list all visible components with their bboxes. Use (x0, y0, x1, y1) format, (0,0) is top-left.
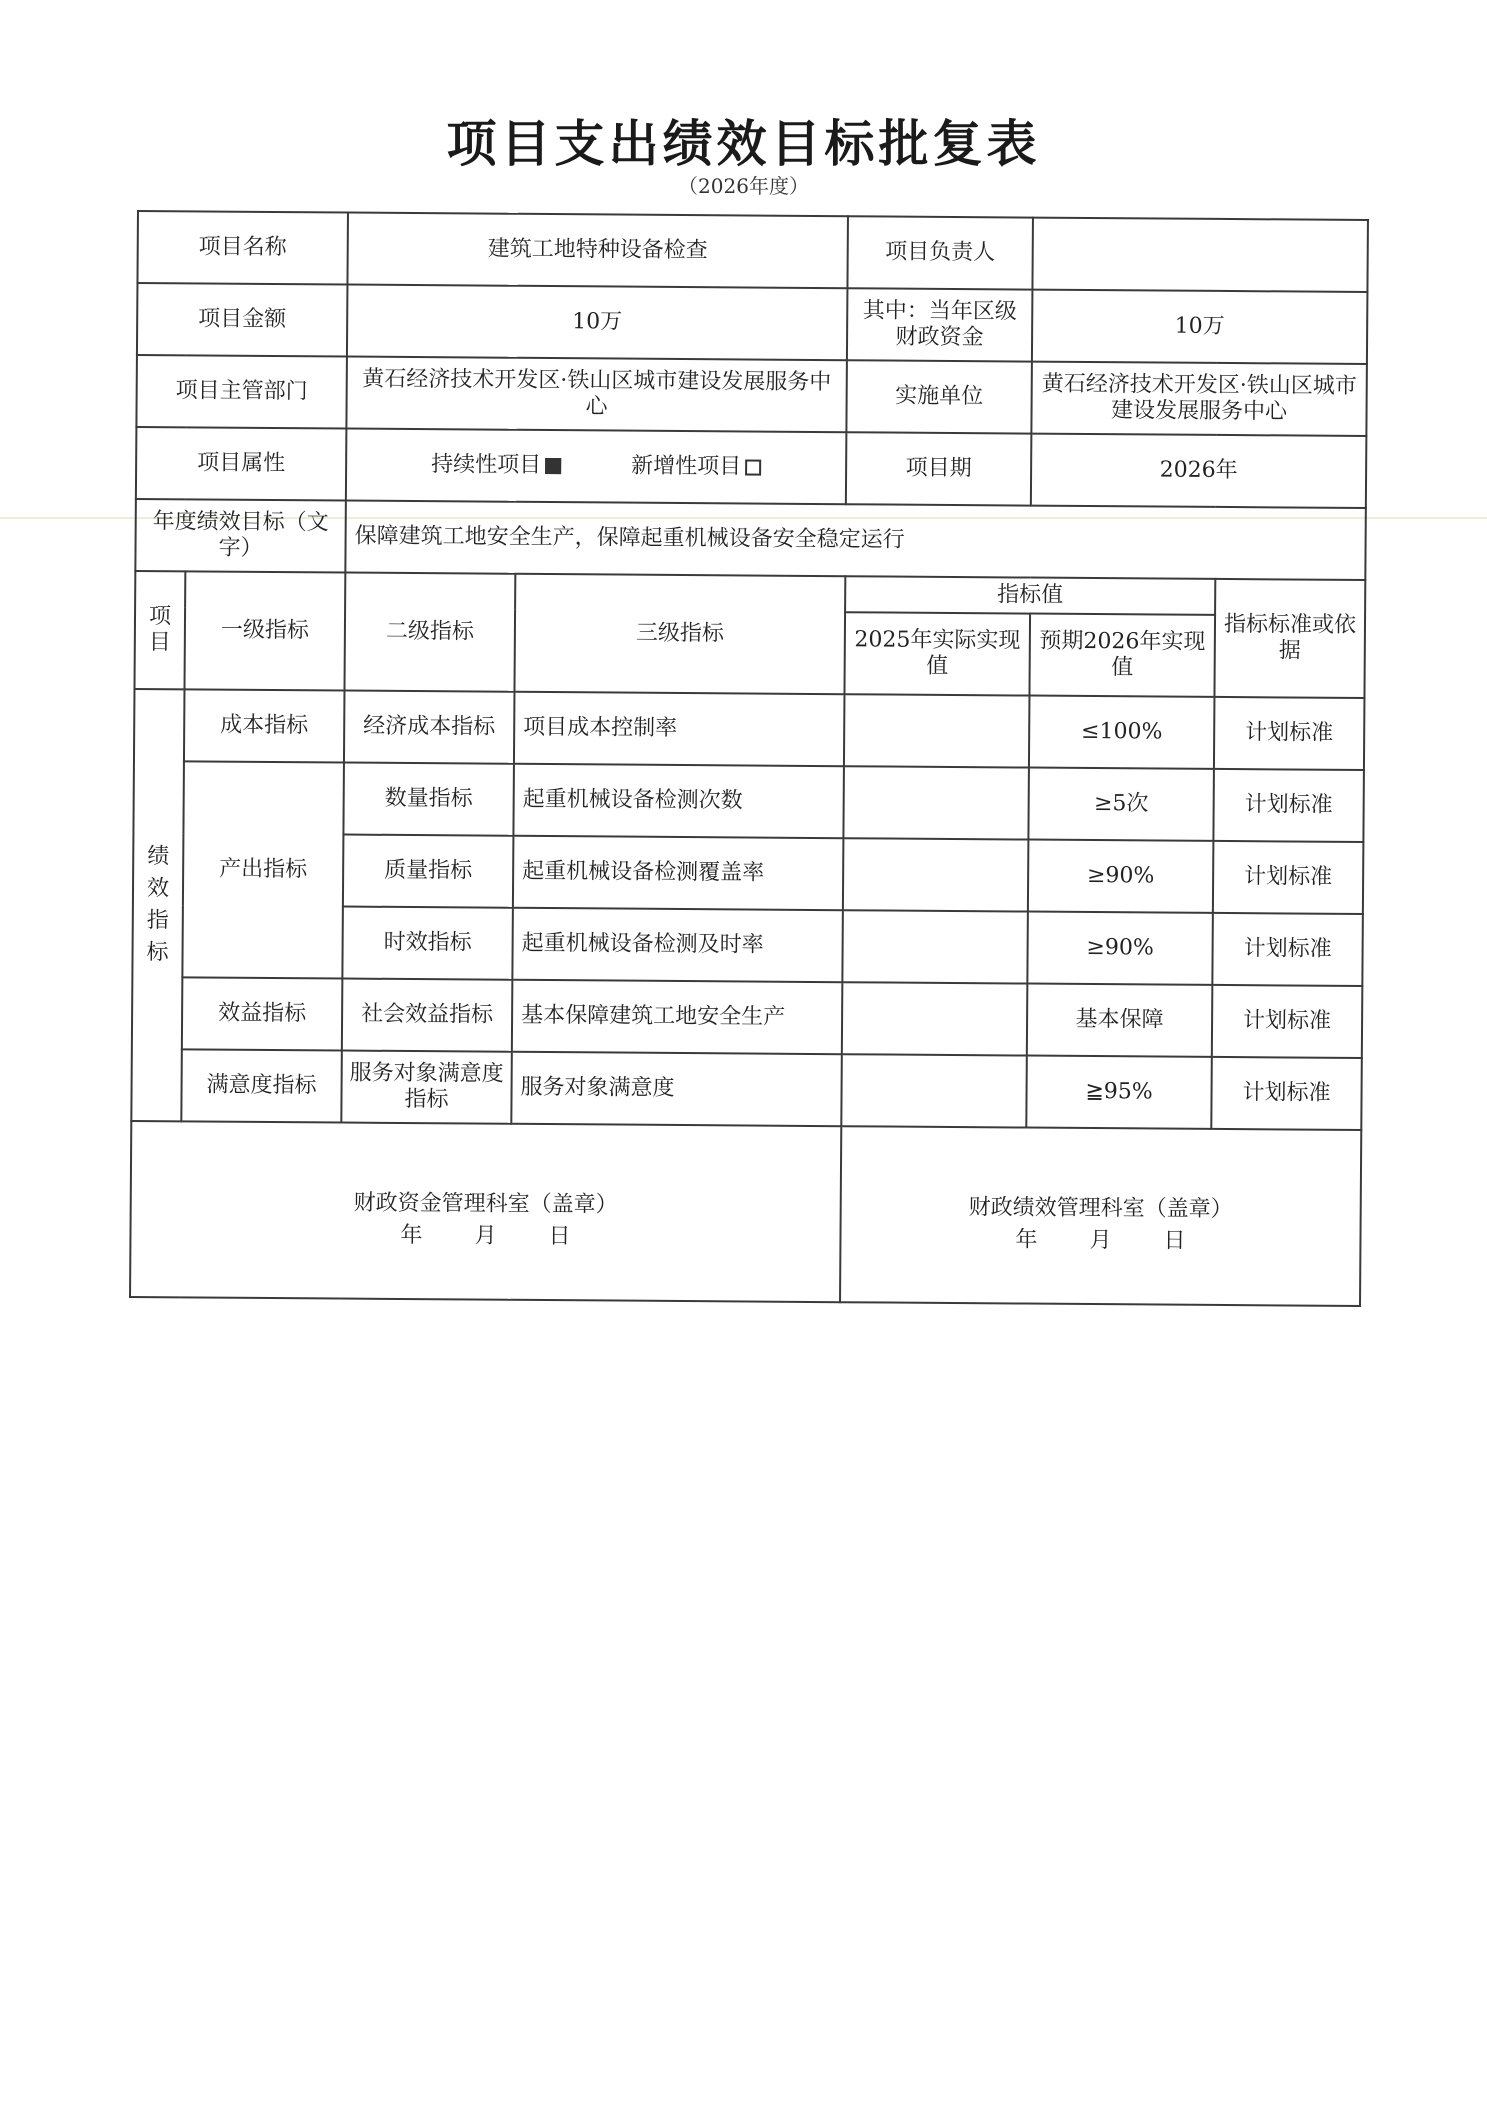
row-amount (137, 283, 1368, 364)
period-label: 项目期 (846, 432, 1032, 505)
indicator-standard: 计划标准 (1212, 913, 1363, 986)
row-attribute (136, 427, 1367, 508)
indicator-standard: 计划标准 (1213, 841, 1364, 914)
amount-label: 项目金额 (137, 283, 348, 357)
header-level1: 一级指标 (184, 571, 345, 690)
indicator-actual (843, 838, 1029, 911)
fiscal-label: 其中：当年区级财政资金 (847, 288, 1033, 361)
new-checkbox (745, 459, 761, 475)
goal-value: 保障建筑工地安全生产，保障起重机械设备安全稳定运行 (345, 501, 1366, 580)
indicator-expected: ≥5次 (1028, 768, 1214, 841)
right-date-month: 月 (1089, 1228, 1112, 1254)
project-name-label: 项目名称 (137, 211, 348, 285)
approval-table (129, 210, 1369, 1307)
indicator-level2: 社会效益指标 (342, 979, 513, 1052)
indicator-actual (842, 982, 1028, 1055)
page-title: 项目支出绩效目标批复表 (446, 114, 1041, 173)
indicator-actual (844, 694, 1030, 767)
attr-new-label: 新增性项目 (631, 453, 742, 480)
indicator-level2: 时效指标 (342, 907, 513, 980)
indicator-actual (842, 910, 1028, 983)
row-goal (135, 499, 1366, 580)
approval-form (129, 210, 1367, 1307)
indicator-standard: 计划标准 (1213, 769, 1364, 842)
left-date-month: 月 (474, 1223, 497, 1249)
indicator-level3: 基本保障建筑工地安全生产 (512, 980, 843, 1054)
attr-label: 项目属性 (136, 427, 347, 501)
right-signature-cell (840, 1126, 1361, 1306)
indicator-level2: 数量指标 (343, 763, 514, 836)
indicator-level3: 起重机械设备检测覆盖率 (513, 836, 844, 910)
indicator-level1: 满意度指标 (181, 1049, 342, 1122)
leader-label: 项目负责人 (847, 216, 1033, 289)
period-value: 2026年 (1031, 434, 1367, 508)
right-office-label: 财政绩效管理科室（盖章） (968, 1195, 1233, 1223)
indicator-expected: ≥90% (1027, 912, 1213, 985)
indicator-level2: 经济成本指标 (344, 691, 515, 764)
row-department (136, 355, 1367, 436)
left-signature-cell (130, 1121, 841, 1302)
goal-label: 年度绩效目标（文字） (135, 499, 346, 573)
dept-value: 黄石经济技术开发区·铁山区城市建设发展服务中心 (346, 357, 847, 433)
indicator-level3: 起重机械设备检测次数 (513, 764, 844, 838)
indicator-level2: 服务对象满意度指标 (341, 1051, 512, 1124)
indicator-standard: 计划标准 (1212, 985, 1363, 1058)
indicator-level3: 起重机械设备检测及时率 (512, 908, 843, 982)
perf-label: 绩效指标 (146, 844, 170, 966)
indicator-row (132, 977, 1363, 1058)
fiscal-value: 10万 (1032, 290, 1368, 364)
header-level2: 二级指标 (344, 573, 515, 692)
indicator-actual (843, 766, 1029, 839)
left-date-year: 年 (400, 1222, 423, 1249)
attr-continuing-label: 持续性项目 (431, 451, 542, 478)
row-project-name (137, 211, 1368, 292)
left-date-line (353, 1220, 617, 1254)
header-level3: 三级指标 (514, 574, 845, 694)
indicator-expected: ≥90% (1028, 840, 1214, 913)
header-actual-2025: 2025年实际实现值 (845, 612, 1031, 695)
leader-value (1032, 218, 1368, 292)
signature-row (130, 1121, 1361, 1306)
indicator-row (134, 689, 1365, 770)
indicator-actual (841, 1054, 1027, 1127)
project-name-value: 建筑工地特种设备检查 (347, 213, 848, 289)
unit-value: 黄石经济技术开发区·铁山区城市建设发展服务中心 (1031, 362, 1367, 436)
indicator-level1: 成本指标 (184, 689, 345, 762)
indicator-standard: 计划标准 (1211, 1057, 1362, 1130)
header-item: 项目 (134, 571, 185, 689)
right-date-line (968, 1224, 1232, 1258)
indicator-standard: 计划标准 (1214, 697, 1365, 770)
right-date-day: 日 (1163, 1228, 1186, 1254)
header-expected-2026: 预期2026年实现值 (1029, 614, 1215, 697)
indicator-level2: 质量指标 (343, 835, 514, 908)
page-subtitle: （2026年度） (678, 174, 809, 198)
indicator-row (133, 761, 1364, 842)
amount-value: 10万 (347, 285, 848, 361)
header-value-group: 指标值 (845, 576, 1215, 615)
perf-label-cell (131, 689, 184, 1121)
indicator-expected: ≧95% (1026, 1056, 1212, 1129)
dept-label: 项目主管部门 (136, 355, 347, 429)
indicator-header-row-1 (135, 571, 1365, 616)
indicator-level3: 项目成本控制率 (514, 692, 845, 766)
unit-label: 实施单位 (846, 360, 1032, 433)
indicator-expected: 基本保障 (1027, 984, 1213, 1057)
indicator-level3: 服务对象满意度 (511, 1052, 842, 1126)
indicator-row (131, 1049, 1362, 1130)
indicator-level1: 效益指标 (182, 977, 343, 1050)
left-office-label: 财政资金管理科室（盖章） (353, 1190, 618, 1218)
right-date-year: 年 (1015, 1227, 1038, 1253)
continuing-checkbox (545, 458, 561, 474)
indicator-expected: ≤100% (1029, 696, 1215, 769)
attr-value (346, 429, 847, 505)
header-standard: 指标标准或依据 (1214, 579, 1365, 698)
left-date-day: 日 (548, 1224, 571, 1250)
indicator-level1: 产出指标 (182, 761, 344, 978)
